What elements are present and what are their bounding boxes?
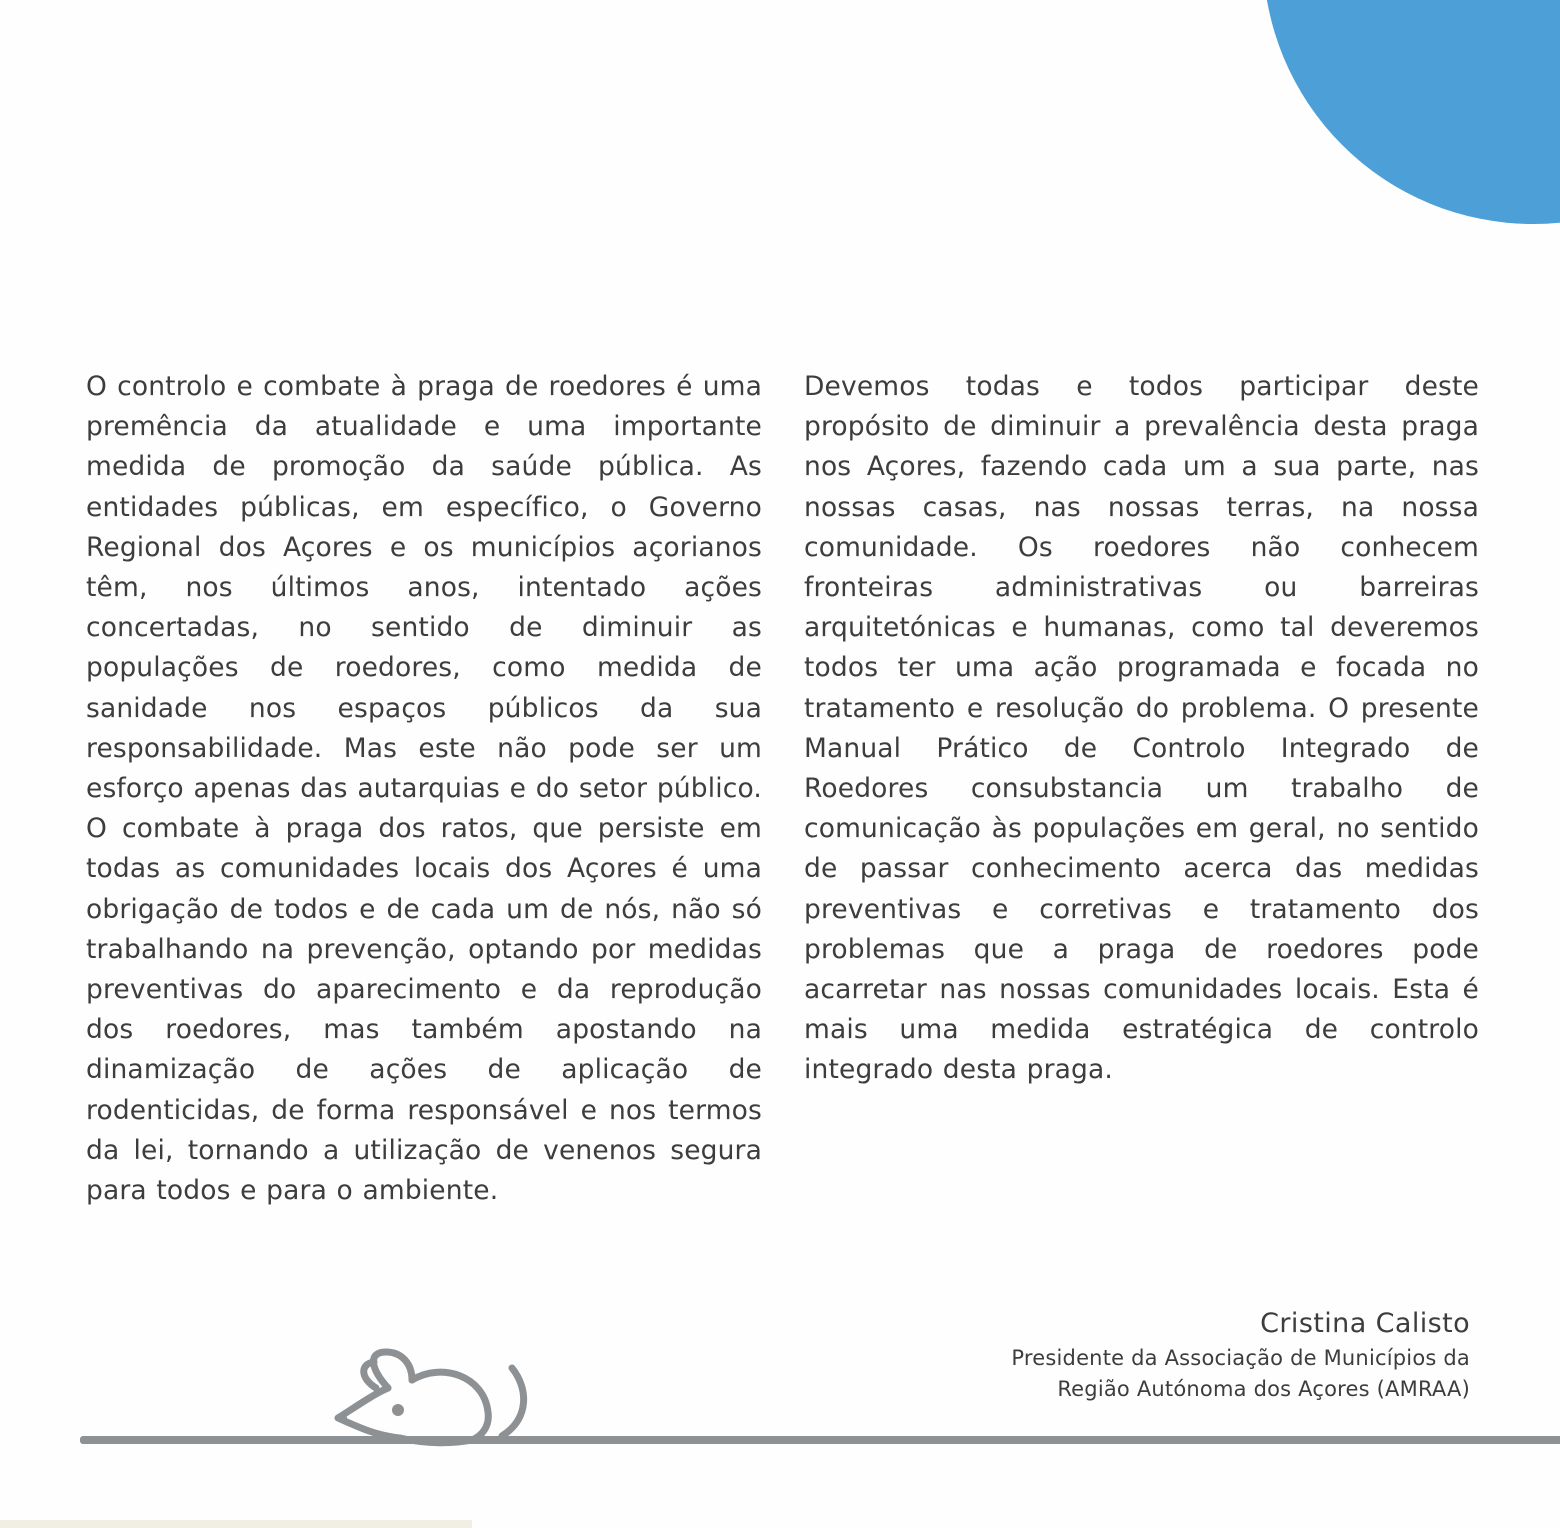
footer-rule-line — [80, 1436, 1560, 1444]
intro-text-left-column: O controlo e combate à praga de roedores é uma premência da atualidade e uma importante medida de promoção da saúde pública. As entidades públicas, em específico, o Governo Regional dos Açores e os municípios açorianos têm, nos últimos anos, intentado ações concertadas, no sentido de diminuir as populações de roedores, como medida de sanidade nos espaços públicos da sua responsabilidade. Mas este não pode ser um esforço apenas das autarquias e do setor público. O combate à praga dos ratos, que persiste em todas as comunidades locais dos Açores é uma obrigação de todos e de cada um de nós, não só trabalhando na prevenção, optando por medidas preventivas do aparecimento e da reprodução dos roedores, mas também apostando na dinamização de ações de aplicação de rodenticidas, de forma responsável e nos termos da lei, tornando a utilização de venenos segura para todos e para o ambiente. — [86, 371, 762, 1207]
signature-block — [1011, 1305, 1470, 1405]
signature-role-line-1: Presidente da Associação de Municípios da — [1011, 1346, 1470, 1370]
bottom-edge-strip — [0, 1520, 472, 1528]
signature-name: Cristina Calisto — [1260, 1308, 1470, 1339]
corner-circle-decoration — [1263, 0, 1560, 224]
signature-role-line-2: Região Autónoma dos Açores (AMRAA) — [1057, 1377, 1470, 1401]
intro-text-right-column: Devemos todas e todos participar deste propósito de diminuir a prevalência desta praga nos Açores, fazendo cada um a sua parte, nas nossas casas, nas nossas terras, na nossa comunidade. Os roedores não conhecem fronteiras administrativas ou barreiras arquitetónicas e humanas, como tal deveremos todos ter uma ação programada e focada no tratamento e resolução do problema. O presente Manual Prático de Controlo Integrado de Roedores consubstancia um trabalho de comunicação às populações em geral, no sentido de passar conhecimento acerca das medidas preventivas e corretivas e tratamento dos problemas que a praga de roedores pode acarretar nas nossas comunidades locais. Esta é mais uma medida estratégica de controlo integrado desta praga. — [804, 371, 1479, 1086]
mouse-outline-icon — [330, 1340, 540, 1450]
